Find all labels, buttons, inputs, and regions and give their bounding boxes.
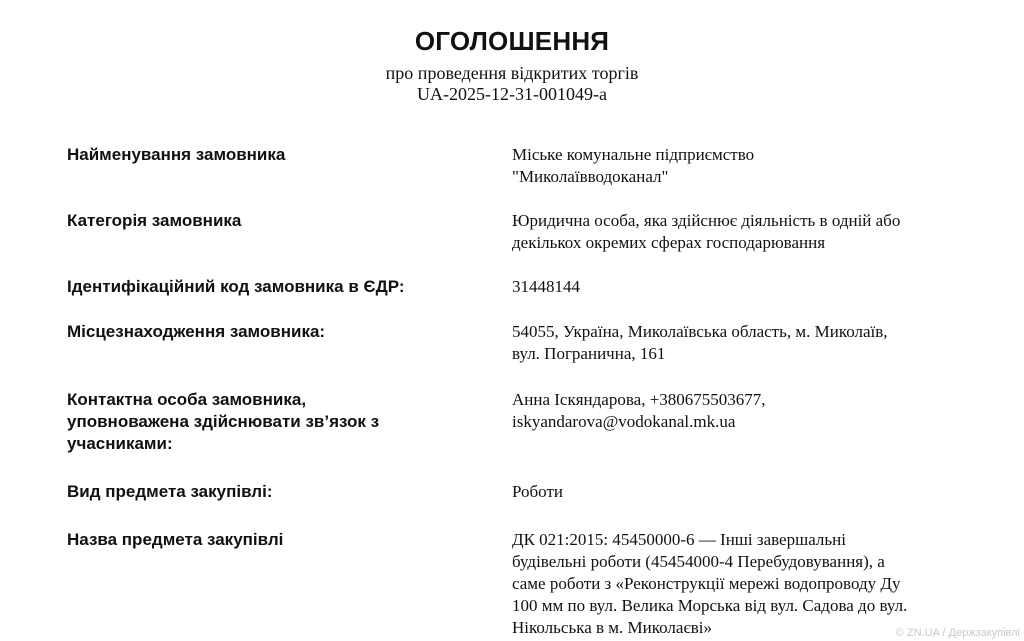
document-title: ОГОЛОШЕННЯ bbox=[414, 26, 610, 56]
field-label: Найменування замовника bbox=[67, 145, 286, 164]
field-value: Юридична особа, яка здійснює діяльність в одній або декількох окремих сферах господарювання bbox=[512, 211, 901, 252]
field-value: Роботи bbox=[512, 482, 563, 501]
field-label: Вид предмета закупівлі: bbox=[67, 482, 273, 501]
watermark: © ZN.UA / Держзакупівлі bbox=[895, 627, 1020, 639]
subtitle-procedure: про проведення відкритих торгів bbox=[385, 63, 639, 83]
document-subtitle bbox=[0, 63, 1024, 105]
field-value: 31448144 bbox=[512, 277, 580, 296]
field-label: Контактна особа замовника, уповноважена здійснювати зв’язок з учасниками: bbox=[67, 390, 380, 453]
field-label: Назва предмета закупівлі bbox=[67, 530, 284, 549]
field-value: 54055, Україна, Миколаївська область, м. Миколаїв, вул. Погранична, 161 bbox=[512, 322, 888, 363]
field-value: Міське комунальне підприємство "Миколаївводоканал" bbox=[512, 145, 755, 186]
field-label: Категорія замовника bbox=[67, 211, 242, 230]
field-label: Місцезнаходження замовника: bbox=[67, 322, 326, 341]
field-label: Ідентифікаційний код замовника в ЄДР: bbox=[67, 277, 405, 296]
field-value: Анна Іскяндарова, +380675503677, iskyandarova@vodokanal.mk.ua bbox=[512, 390, 766, 431]
tender-id: UA-2025-12-31-001049-a bbox=[417, 84, 607, 104]
field-value: ДК 021:2015: 45450000-6 — Інші завершальні будівельні роботи (45454000-4 Перебудовування), а саме роботи з «Реконструкції мережі водопроводу Ду 100 мм по вул. Велика Морська від вул. Садова до вул. Нікольська в м. Миколаєві» bbox=[512, 530, 908, 637]
